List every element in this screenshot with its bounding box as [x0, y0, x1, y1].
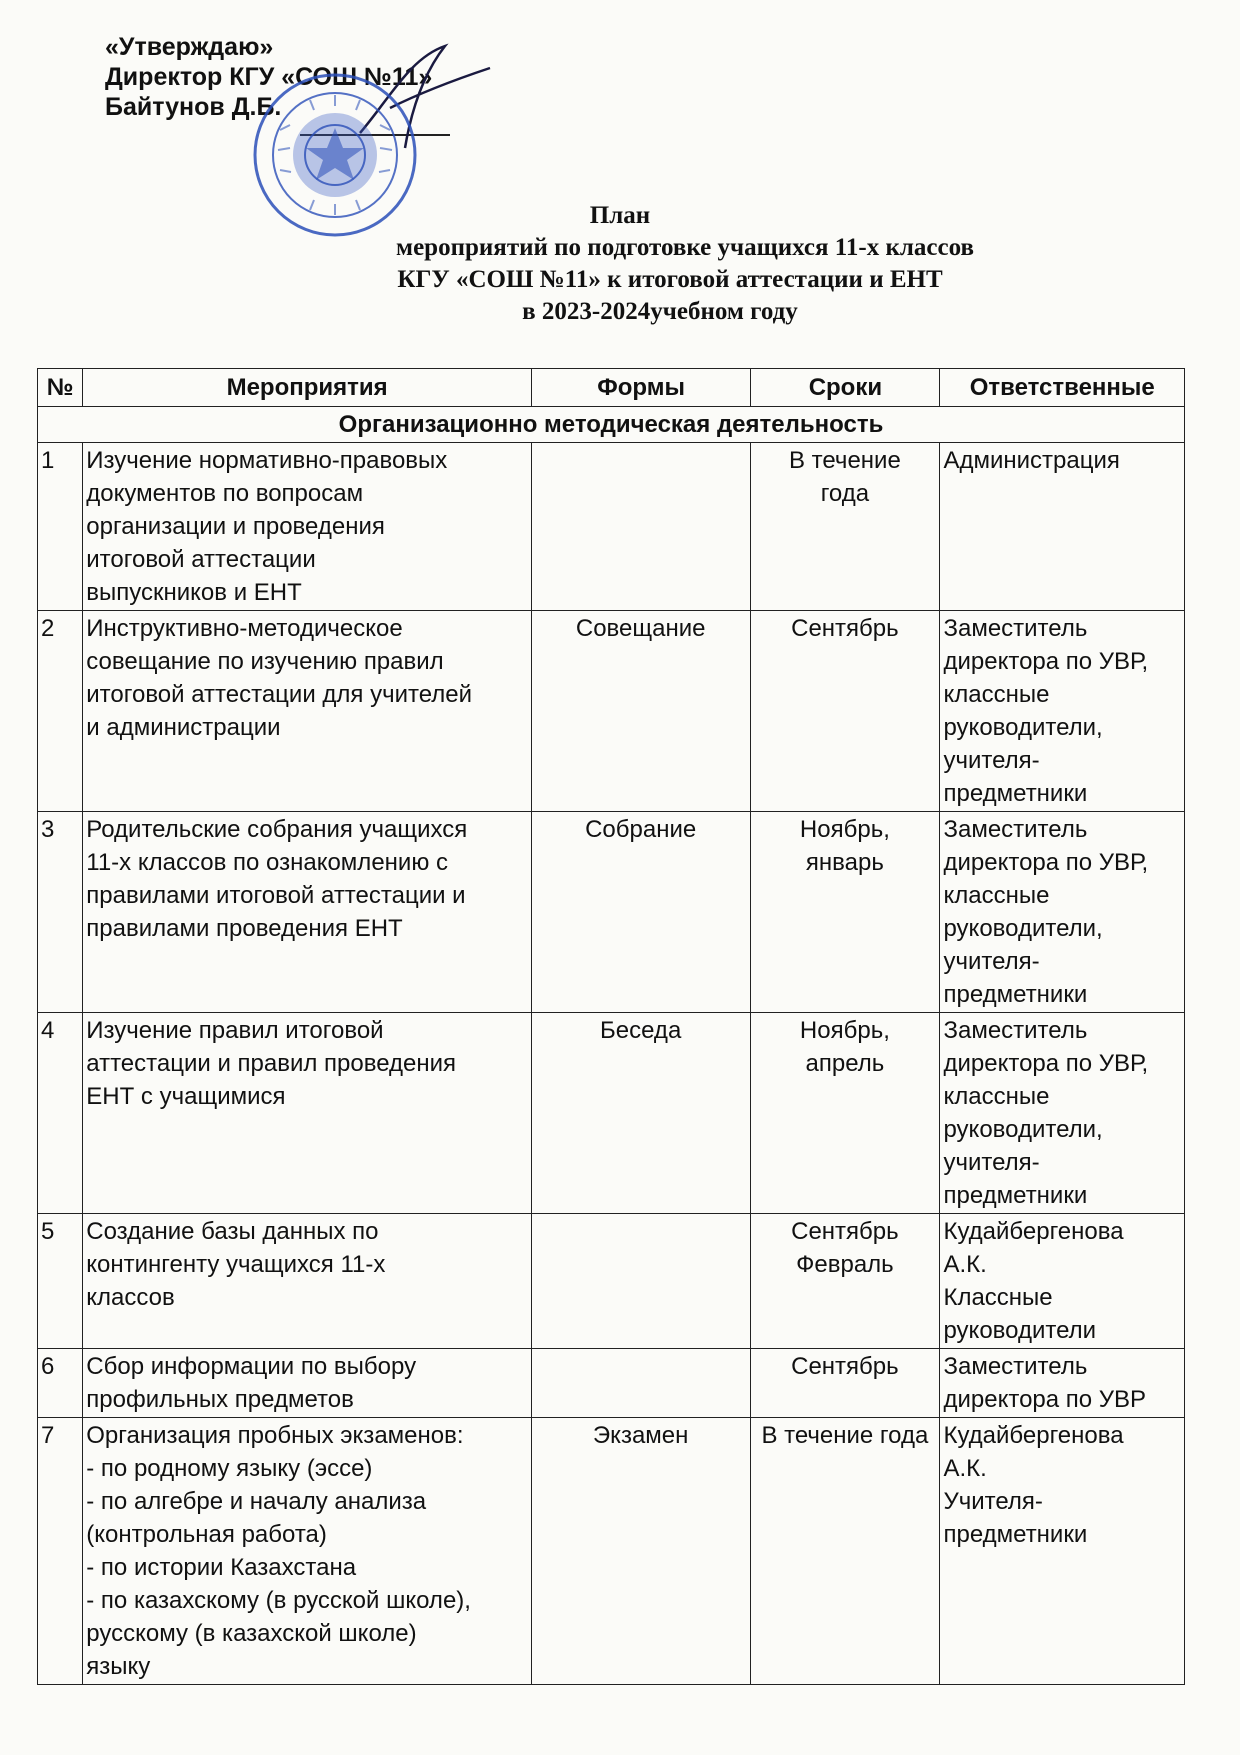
row-form	[532, 443, 751, 611]
row-form	[532, 1349, 751, 1418]
approval-line-1: «Утверждаю»	[105, 33, 274, 61]
row-term: Ноябрь, апрель	[751, 1013, 940, 1214]
row-responsible: Кудайбергенова А.К. Учителя- предметники	[940, 1418, 1185, 1685]
row-term: Ноябрь, январь	[751, 812, 940, 1013]
document-title	[0, 200, 1240, 328]
row-activity: Изучение правил итоговой аттестации и правил проведения ЕНТ с учащимися	[83, 1013, 532, 1214]
row-activity: Создание базы данных по контингенту учащихся 11-х классов	[83, 1214, 532, 1349]
header-num: №	[38, 369, 83, 407]
table-row	[38, 1349, 1185, 1418]
row-activity: Организация пробных экзаменов: - по родному языку (эссе) - по алгебре и началу анализа (контрольная работа) - по истории Казахстана - по казахскому (в русской школе), русскому (в казахской школе) языку	[83, 1418, 532, 1685]
header-form: Формы	[532, 369, 751, 407]
table-row	[38, 1418, 1185, 1685]
row-activity: Инструктивно-методическое совещание по изучению правил итоговой аттестации для учителей и администрации	[83, 611, 532, 812]
row-num: 2	[38, 611, 83, 812]
header-activity: Мероприятия	[83, 369, 532, 407]
row-term: Сентябрь	[751, 611, 940, 812]
row-term: В течение года	[751, 1418, 940, 1685]
section-row	[38, 407, 1185, 443]
row-num: 3	[38, 812, 83, 1013]
title-line-2: мероприятий по подготовке учащихся 11-х классов	[396, 234, 974, 261]
title-line-4: в 2023-2024учебном году	[522, 298, 798, 325]
approval-line-2: Директор КГУ «СОШ №11»	[105, 63, 433, 91]
row-responsible: Заместитель директора по УВР, классные руководители, учителя- предметники	[940, 1013, 1185, 1214]
plan-table	[37, 368, 1185, 1685]
header-responsible: Ответственные	[940, 369, 1185, 407]
table-row	[38, 443, 1185, 611]
header-term: Сроки	[751, 369, 940, 407]
row-term: В течение года	[751, 443, 940, 611]
row-responsible: Заместитель директора по УВР, классные руководители, учителя- предметники	[940, 812, 1185, 1013]
table-row	[38, 1214, 1185, 1349]
table-row	[38, 812, 1185, 1013]
row-num: 5	[38, 1214, 83, 1349]
row-activity: Родительские собрания учащихся 11-х классов по ознакомлению с правилами итоговой аттестации и правилами проведения ЕНТ	[83, 812, 532, 1013]
row-form: Совещание	[532, 611, 751, 812]
row-responsible: Заместитель директора по УВР, классные руководители, учителя- предметники	[940, 611, 1185, 812]
row-form: Экзамен	[532, 1418, 751, 1685]
row-term: Сентябрь	[751, 1349, 940, 1418]
row-activity: Сбор информации по выбору профильных предметов	[83, 1349, 532, 1418]
section-title: Организационно методическая деятельность	[38, 407, 1185, 443]
row-responsible: Заместитель директора по УВР	[940, 1349, 1185, 1418]
table-row	[38, 1013, 1185, 1214]
row-form	[532, 1214, 751, 1349]
row-num: 4	[38, 1013, 83, 1214]
row-form: Собрание	[532, 812, 751, 1013]
row-term: Сентябрь Февраль	[751, 1214, 940, 1349]
title-line-1: План	[589, 202, 651, 229]
row-form: Беседа	[532, 1013, 751, 1214]
table-row	[38, 611, 1185, 812]
approval-line-3: Байтунов Д.Б.	[105, 93, 282, 121]
row-num: 1	[38, 443, 83, 611]
row-responsible: Кудайбергенова А.К. Классные руководители	[940, 1214, 1185, 1349]
row-responsible: Администрация	[940, 443, 1185, 611]
table-header-row	[38, 369, 1185, 407]
title-line-3: КГУ «СОШ №11» к итоговой аттестации и ЕНТ	[397, 266, 943, 293]
row-num: 7	[38, 1418, 83, 1685]
row-num: 6	[38, 1349, 83, 1418]
row-activity: Изучение нормативно-правовых документов по вопросам организации и проведения итоговой аттестации выпускников и ЕНТ	[83, 443, 532, 611]
